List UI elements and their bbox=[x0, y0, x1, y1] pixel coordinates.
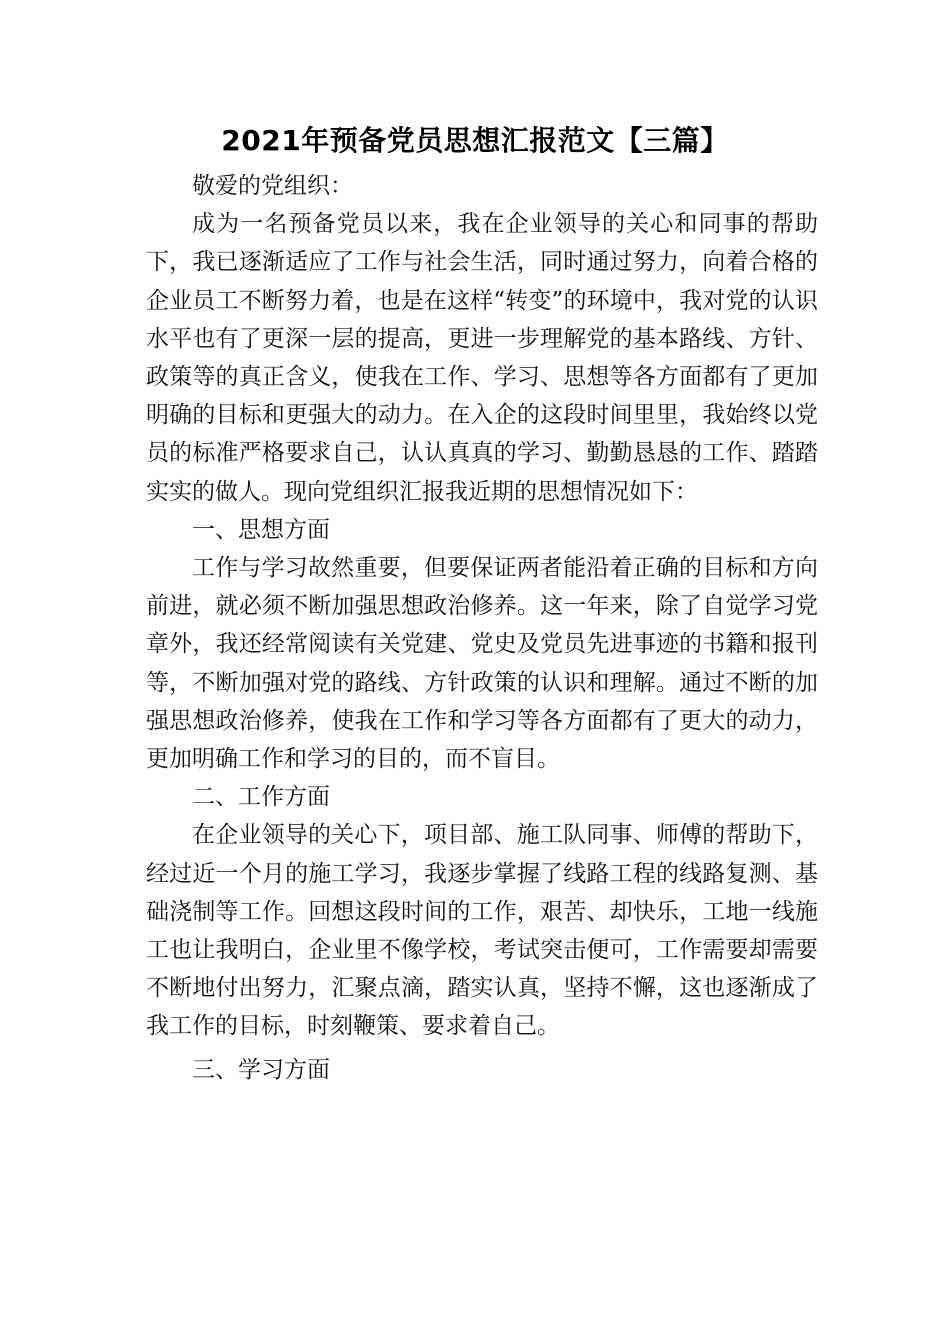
section-heading-work: 二、工作方面 bbox=[192, 784, 330, 811]
salutation: 敬爱的党组织： bbox=[192, 173, 353, 199]
section-heading-study: 三、学习方面 bbox=[192, 1056, 330, 1083]
document-body bbox=[146, 167, 818, 1089]
section-paragraph-work: 在企业领导的关心下，项目部、施工队同事、师傅的帮助下，经过近一个月的施工学习，我逐步掌握了线路工程的线路复测、基础浇制等工作。回想这段时间的工作，艰苦、却快乐，工地一线施工也让我明白，企业里不像学校，考试突击便可，工作需要却需要不断地付出努力，汇聚点滴，踏实认真，坚持不懈，这也逐渐成了我工作的目标，时刻鞭策、要求着自己。 bbox=[146, 822, 818, 1040]
intro-paragraph: 成为一名预备党员以来，我在企业领导的关心和同事的帮助下，我已逐渐适应了工作与社会生活，同时通过努力，向着合格的企业员工不断努力着，也是在这样“转变”的环境中，我对党的认识水平也有了更深一层的提高，更进一步理解党的基本路线、方针、政策等的真正含义，使我在工作、学习、思想等各方面都有了更加明确的目标和更强大的动力。在入企的这段时间里里，我始终以党员的标准严格要求自己，认认真真的学习、勤勤恳恳的工作、踏踏实实的做人。现向党组织汇报我近期的思想情况如下： bbox=[146, 211, 818, 505]
document-title: 2021年预备党员思想汇报范文【三篇】 bbox=[221, 124, 729, 157]
section-paragraph-thought: 工作与学习故然重要，但要保证两者能沿着正确的目标和方向前进，就必须不断加强思想政治修养。这一年来，除了自觉学习党章外，我还经常阅读有关党建、党史及党员先进事迹的书籍和报刊等，不断加强对党的路线、方针政策的认识和理解。通过不断的加强思想政治修养，使我在工作和学习等各方面都有了更大的动力，更加明确工作和学习的目的，而不盲目。 bbox=[146, 555, 818, 773]
section-heading-thought: 一、思想方面 bbox=[192, 516, 330, 543]
